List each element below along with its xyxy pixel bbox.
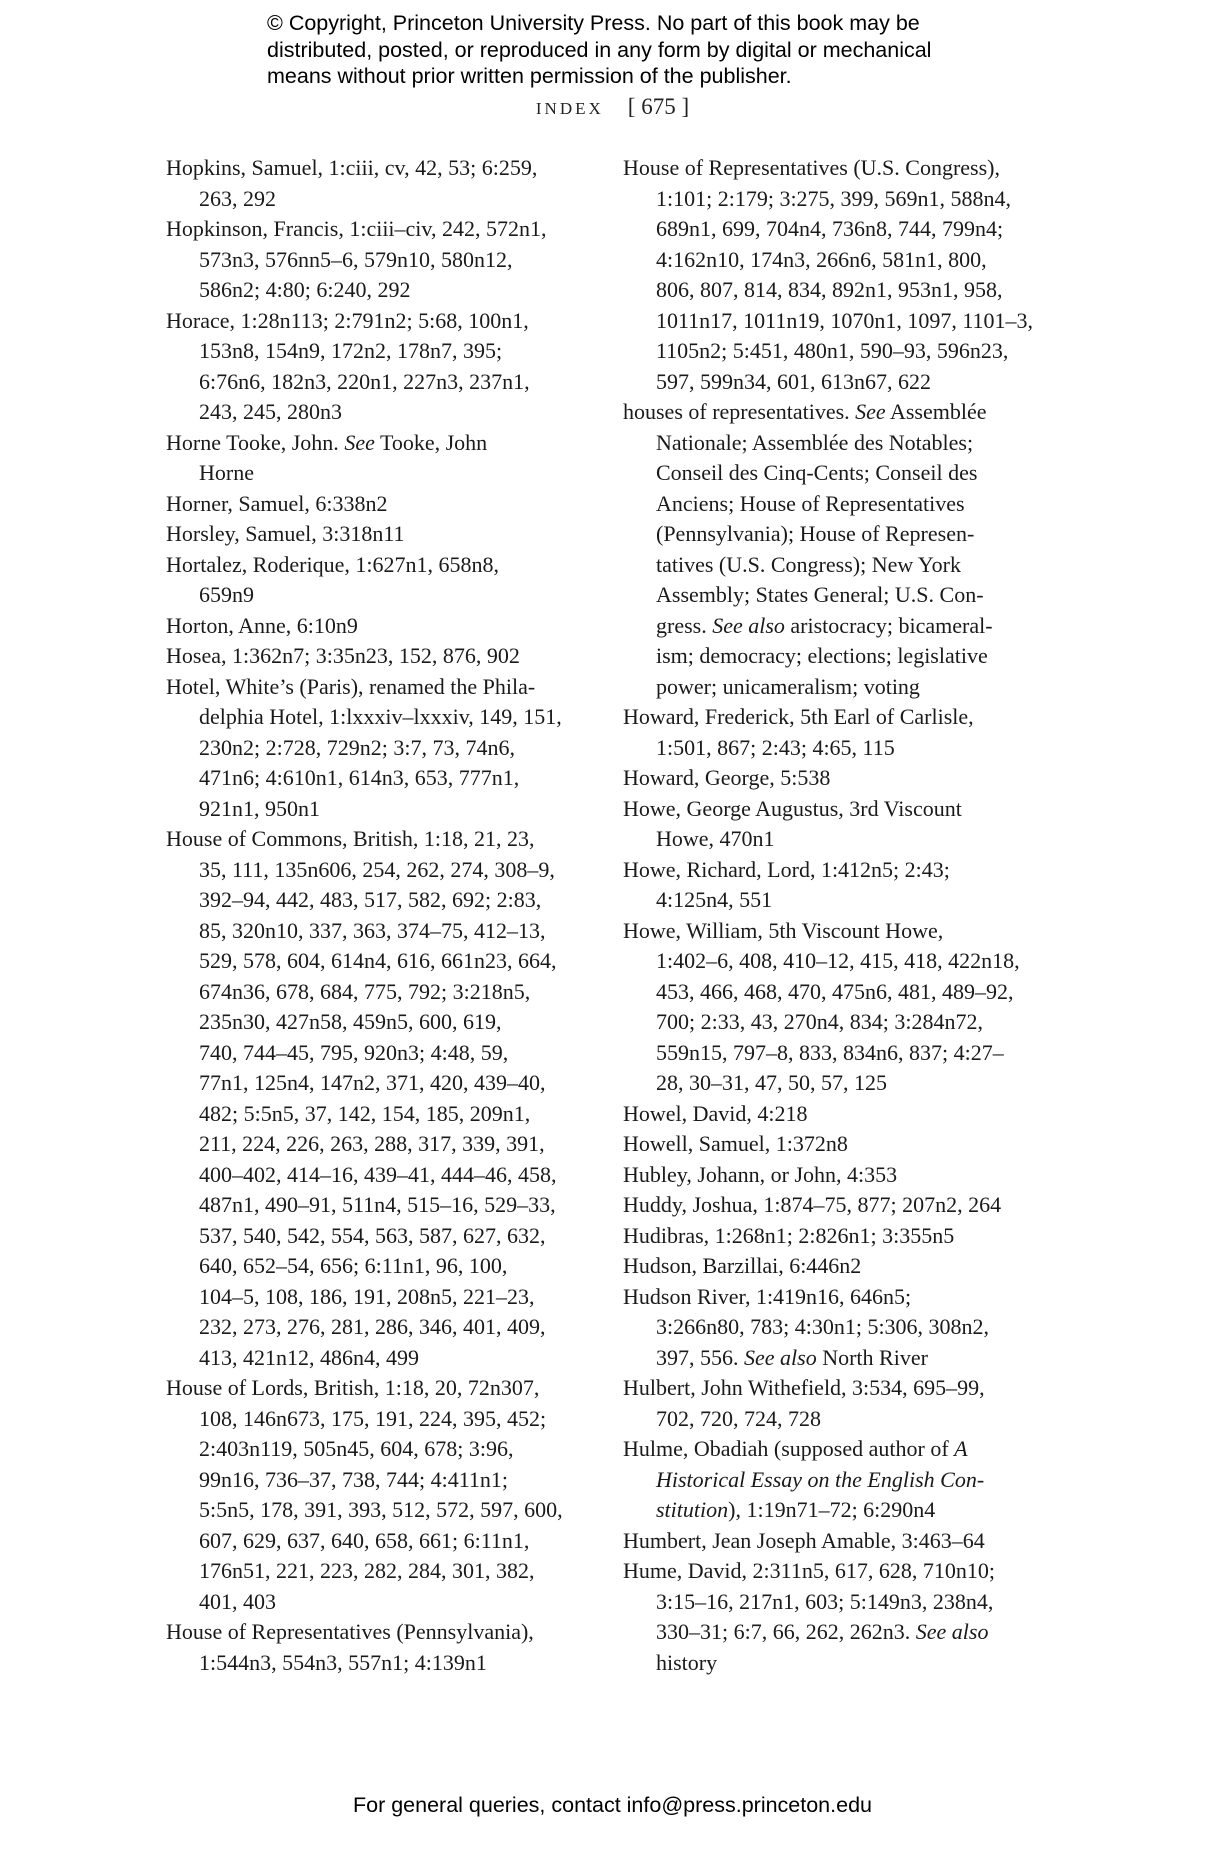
index-entry: Hotel, White’s (Paris), renamed the Phila- delphia Hotel, 1:lxxxiv–lxxxiv, 149, 151, 230n2; 2:728, 729n2; 3:7, 73, 74n6, 471n6; 4:610n1, 614n3, 653, 777n1, 921n1, 950n1 — [166, 673, 562, 821]
index-entry: Horace, 1:28n113; 2:791n2; 5:68, 100n1, 153n8, 154n9, 172n2, 178n7, 395; 6:76n6, 182n3, 220n1, 227n3, 237n1, 243, 245, 280n3 — [166, 307, 530, 424]
index-entry: Hosea, 1:362n7; 3:35n23, 152, 876, 902 — [166, 643, 520, 668]
index-entry: House of Commons, British, 1:18, 21, 23, 35, 111, 135n606, 254, 262, 274, 308–9, 392–94, 442, 483, 517, 582, 692; 2:83, 85, 320n10, 337, 363, 374–75, 412–13, 529, 578, 604, 614n4, 616, 661n23, 664, 674n36, 678, 684, 775, 792; 3:218n5, 235n30, 427n58, 459n5, 600, 619, 740, 744–45, 795, 920n3; 4:48, 59, 77n1, 125n4, 147n2, 371, 420, 439–40, 482; 5:5n5, 37, 142, 154, 185, 209n1, 211, 224, 226, 263, 288, 317, 339, 391, 400–402, 414–16, 439–41, 444–46, 458, 487n1, 490–91, 511n4, 515–16, 529–33, 537, 540, 542, 554, 563, 587, 627, 632, 640, 652–54, 656; 6:11n1, 96, 100, 104–5, 108, 186, 191, 208n5, 221–23, 232, 273, 276, 281, 286, 346, 401, 409, 413, 421n12, 486n4, 499 — [166, 826, 557, 1370]
index-entry: Hulbert, John Withefield, 3:534, 695–99, 702, 720, 724, 728 — [623, 1375, 985, 1431]
index-entry: Hopkinson, Francis, 1:ciii–civ, 242, 572n1, 573n3, 576nn5–6, 579n10, 580n12, 586n2; 4:80; 6:240, 292 — [166, 216, 547, 302]
index-entry: Hulme, Obadiah (supposed author of A Historical Essay on the English Con- stitution), 1:19n71–72; 6:290n4 — [623, 1436, 985, 1522]
page-number: [ 675 ] — [627, 94, 690, 119]
copyright-line: distributed, posted, or reproduced in any form by digital or mechanical — [267, 37, 932, 62]
index-entry: House of Lords, British, 1:18, 20, 72n307, 108, 146n673, 175, 191, 224, 395, 452; 2:403n119, 505n45, 604, 678; 3:96, 99n16, 736–37, 738, 744; 4:411n1; 5:5n5, 178, 391, 393, 512, 572, 597, 600, 607, 629, 637, 640, 658, 661; 6:11n1, 176n51, 221, 223, 282, 284, 301, 382, 401, 403 — [166, 1375, 563, 1614]
index-entry: Howe, Richard, Lord, 1:412n5; 2:43; 4:125n4, 551 — [623, 856, 950, 912]
index-entry: Horner, Samuel, 6:338n2 — [166, 490, 388, 516]
index-entry: Howard, George, 5:538 — [623, 765, 831, 790]
index-entry: Hubley, Johann, or John, 4:353 — [623, 1161, 898, 1187]
index-entry: houses of representatives. See Assemblée Nationale; Assemblée des Notables; Conseil des Cinq-Cents; Conseil des Anciens; House of Representatives (Pennsylvania); House of Represen- tatives (U.S. Congress); New York Assembly; States General; U.S. Con- gress. See also aristocracy; bicameral- ism; democracy; elections; legislative power; unicameralism; voting — [623, 399, 993, 699]
index-entry: Hopkins, Samuel, 1:ciii, cv, 42, 53; 6:259, 263, 292 — [166, 155, 538, 211]
index-entry: Howe, George Augustus, 3rd Viscount Howe, 470n1 — [623, 795, 962, 851]
index-entry: Howard, Frederick, 5th Earl of Carlisle, 1:501, 867; 2:43; 4:65, 115 — [623, 704, 974, 760]
index-entry: House of Representatives (U.S. Congress), 1:101; 2:179; 3:275, 399, 569n1, 588n4, 689n1, 699, 704n4, 736n8, 744, 799n4; 4:162n10, 174n3, 266n6, 581n1, 800, 806, 807, 814, 834, 892n1, 953n1, 958, 1011n17, 1011n19, 1070n1, 1097, 1101–3, 1105n2; 5:451, 480n1, 590–93, 596n23, 597, 599n34, 601, 613n67, 622 — [623, 155, 1034, 394]
index-entry: Howe, William, 5th Viscount Howe, 1:402–6, 408, 410–12, 415, 418, 422n18, 453, 466, 468, 470, 475n6, 481, 489–92, 700; 2:33, 43, 270n4, 834; 3:284n72, 559n15, 797–8, 833, 834n6, 837; 4:27– 28, 30–31, 47, 50, 57, 125 — [623, 917, 1020, 1095]
running-head — [0, 94, 1225, 120]
copyright-notice — [267, 10, 1027, 90]
index-column-right — [623, 153, 1043, 1678]
copyright-line: means without prior written permission of the publisher. — [267, 64, 792, 88]
index-entry: Hume, David, 2:311n5, 617, 628, 710n10; 3:15–16, 217n1, 603; 5:149n3, 238n4, 330–31; 6:7, 66, 262, 262n3. See also history — [623, 1558, 995, 1675]
running-head-title: INDEX — [535, 99, 604, 118]
index-entry: Huddy, Joshua, 1:874–75, 877; 207n2, 264 — [623, 1192, 1002, 1217]
footer-contact: For general queries, contact info@press.princeton.edu — [352, 1793, 872, 1817]
index-entry: Horsley, Samuel, 3:318n11 — [166, 521, 405, 546]
index-entry: House of Representatives (Pennsylvania), 1:544n3, 554n3, 557n1; 4:139n1 — [166, 1619, 534, 1675]
index-entry: Humbert, Jean Joseph Amable, 3:463–64 — [623, 1527, 985, 1553]
index-entry: Hortalez, Roderique, 1:627n1, 658n8, 659n9 — [166, 551, 499, 607]
index-entry: Howel, David, 4:218 — [623, 1100, 808, 1126]
index-entry: Horne Tooke, John. See Tooke, John Horne — [166, 429, 488, 485]
index-entry: Hudibras, 1:268n1; 2:826n1; 3:355n5 — [623, 1222, 955, 1248]
index-entry: Hudson River, 1:419n16, 646n5; 3:266n80, 783; 4:30n1; 5:306, 308n2, 397, 556. See also North River — [623, 1283, 990, 1370]
copyright-line: © Copyright, Princeton University Press. No part of this book may be — [267, 11, 920, 35]
index-entry: Horton, Anne, 6:10n9 — [166, 612, 358, 638]
index-column-left — [166, 153, 586, 1678]
index-entry: Hudson, Barzillai, 6:446n2 — [623, 1253, 862, 1278]
index-entry: Howell, Samuel, 1:372n8 — [623, 1131, 848, 1156]
